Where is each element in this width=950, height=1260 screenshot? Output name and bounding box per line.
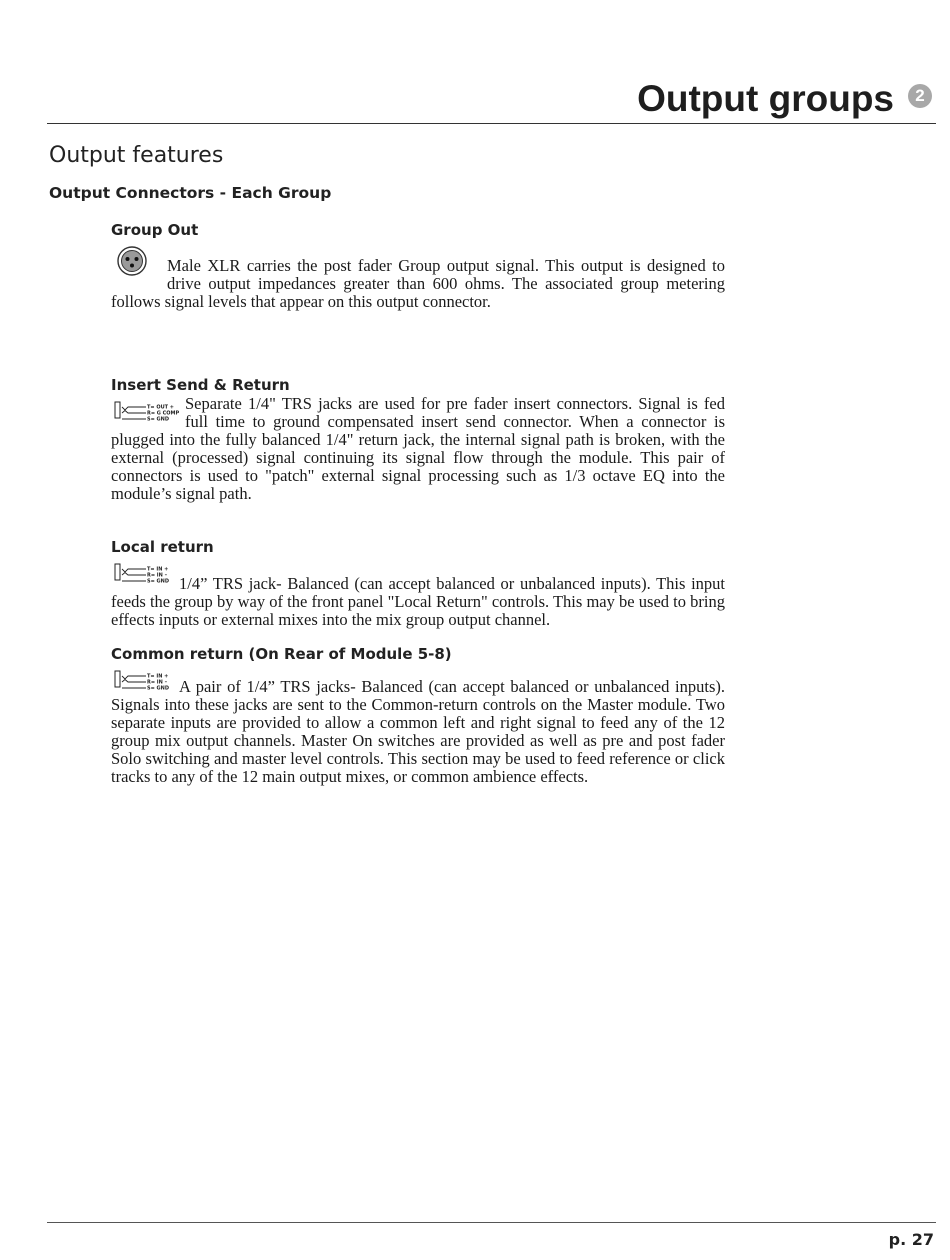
section-title: Output features bbox=[49, 143, 224, 168]
jack-label-ring: R= IN – bbox=[147, 572, 168, 579]
insert-text: Separate 1/4" TRS jacks are used for pre fader insert connectors. Signal is fed full time to ground compensated insert send connector. When a connector is plugged into the fully balanced 1/4" return jack, the internal signal path is broken, with the external (processed) signal continuing its signal flow through the module. This pair of connectors is used to "patch" external signal processing such as 1/3 octave EQ into the module’s signal path. bbox=[111, 394, 725, 503]
chapter-header bbox=[637, 78, 932, 120]
jack-label-tip: T= OUT + bbox=[147, 404, 174, 411]
local-return-heading: Local return bbox=[111, 538, 214, 556]
trs-jack-icon bbox=[113, 559, 175, 587]
jack-label-ring: R= G COMP bbox=[147, 410, 180, 417]
jack-label-tip: T= IN + bbox=[147, 673, 169, 680]
local-return-text: 1/4” TRS jack- Balanced (can accept balanced or unbalanced inputs). This input feeds the group by way of the front panel "Local Return" controls. This may be used to bring effects inputs or external mixes into the mix group output channel. bbox=[111, 574, 725, 629]
insert-heading: Insert Send & Return bbox=[111, 376, 290, 394]
common-return-section bbox=[111, 644, 725, 786]
section-subtitle: Output Connectors - Each Group bbox=[49, 184, 332, 202]
group-out-text: Male XLR carries the post fader Group output signal. This output is designed to drive output impedances greater than 600 ohms. The associated group metering follows signal levels that appear on this output connector. bbox=[111, 256, 725, 311]
footer-divider bbox=[47, 1222, 936, 1223]
chapter-number-badge: 2 bbox=[908, 84, 932, 108]
group-out-section bbox=[111, 220, 725, 311]
common-return-heading: Common return (On Rear of Module 5-8) bbox=[111, 645, 452, 663]
jack-label-tip: T= IN + bbox=[147, 566, 169, 573]
trs-jack-icon bbox=[113, 666, 175, 694]
jack-label-ring: R= IN – bbox=[147, 679, 168, 686]
jack-label-sleeve: S= GND bbox=[147, 578, 169, 585]
header-divider bbox=[47, 123, 936, 124]
insert-send-return-section bbox=[111, 375, 725, 503]
common-return-text: A pair of 1/4” TRS jacks- Balanced (can accept balanced or unbalanced inputs). Signals into these jacks are sent to the Common-return controls on the Master module. Two separate inputs are provided to allow a common left and right signal to feed any of the 12 group mix output channels. Master On switches are provided as well as pre and post fader Solo switching and master level controls. This section may be used to feed reference or click tracks to any of the 12 main output mixes, or common ambience effects. bbox=[111, 677, 725, 786]
jack-label-sleeve: S= GND bbox=[147, 685, 169, 692]
jack-label-sleeve: S= GND bbox=[147, 416, 169, 423]
local-return-section bbox=[111, 537, 725, 629]
xlr-connector-icon bbox=[117, 246, 147, 276]
chapter-title: Output groups bbox=[637, 78, 894, 119]
page-number: p. 27 bbox=[888, 1230, 934, 1249]
group-out-heading: Group Out bbox=[111, 221, 199, 239]
trs-jack-icon bbox=[113, 397, 181, 425]
